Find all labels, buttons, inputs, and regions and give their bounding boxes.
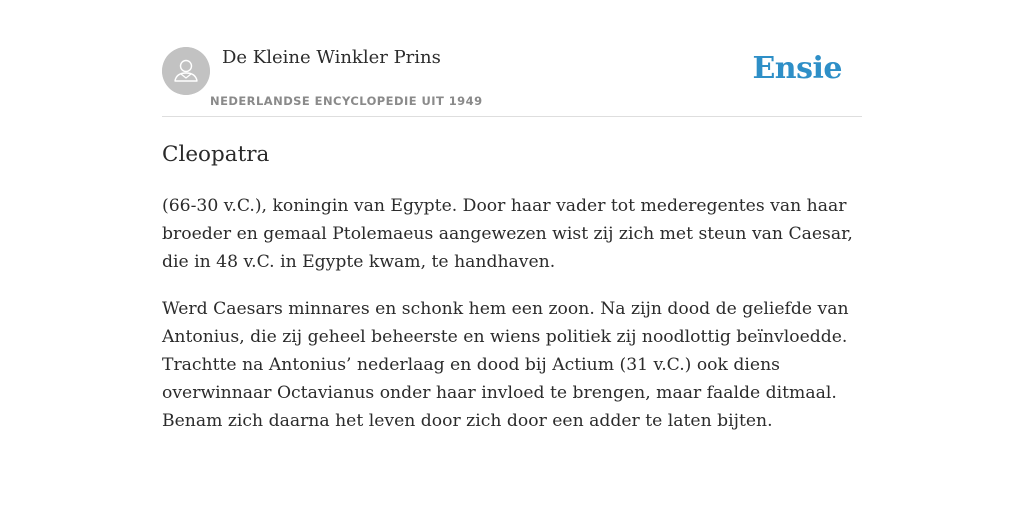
ensie-logo[interactable]: Ensie bbox=[752, 51, 842, 86]
paragraph-line: overwinnaar Octavianus onder haar invloed te brengen, maar faalde ditmaal. bbox=[162, 383, 837, 403]
paragraph-line: die in 48 v.C. in Egypte kwam, te handhaven. bbox=[162, 252, 556, 272]
user-placeholder-icon bbox=[162, 47, 210, 95]
entry-card bbox=[162, 0, 862, 512]
article-paragraph bbox=[162, 192, 862, 276]
paragraph-line: Trachtte na Antonius’ nederlaag en dood bij Actium (31 v.C.) ook diens bbox=[162, 355, 780, 375]
paragraph-line: Werd Caesars minnares en schonk hem een zoon. Na zijn dood de geliefde van bbox=[162, 299, 849, 319]
source-subtitle: NEDERLANDSE ENCYCLOPEDIE UIT 1949 bbox=[210, 94, 483, 108]
paragraph-line: broeder en gemaal Ptolemaeus aangewezen wist zij zich met steun van Caesar, bbox=[162, 224, 853, 244]
source-title[interactable]: De Kleine Winkler Prins bbox=[222, 47, 441, 68]
source-header bbox=[162, 0, 862, 117]
article-title: Cleopatra bbox=[162, 142, 270, 167]
paragraph-line: Benam zich daarna het leven door zich door een adder te laten bijten. bbox=[162, 411, 773, 431]
article-paragraph bbox=[162, 295, 862, 435]
avatar[interactable] bbox=[162, 47, 210, 95]
paragraph-line: Antonius, die zij geheel beheerste en wiens politiek zij noodlottig beïnvloedde. bbox=[162, 327, 848, 347]
paragraph-line: (66-30 v.C.), koningin van Egypte. Door haar vader tot mederegentes van haar bbox=[162, 196, 847, 216]
